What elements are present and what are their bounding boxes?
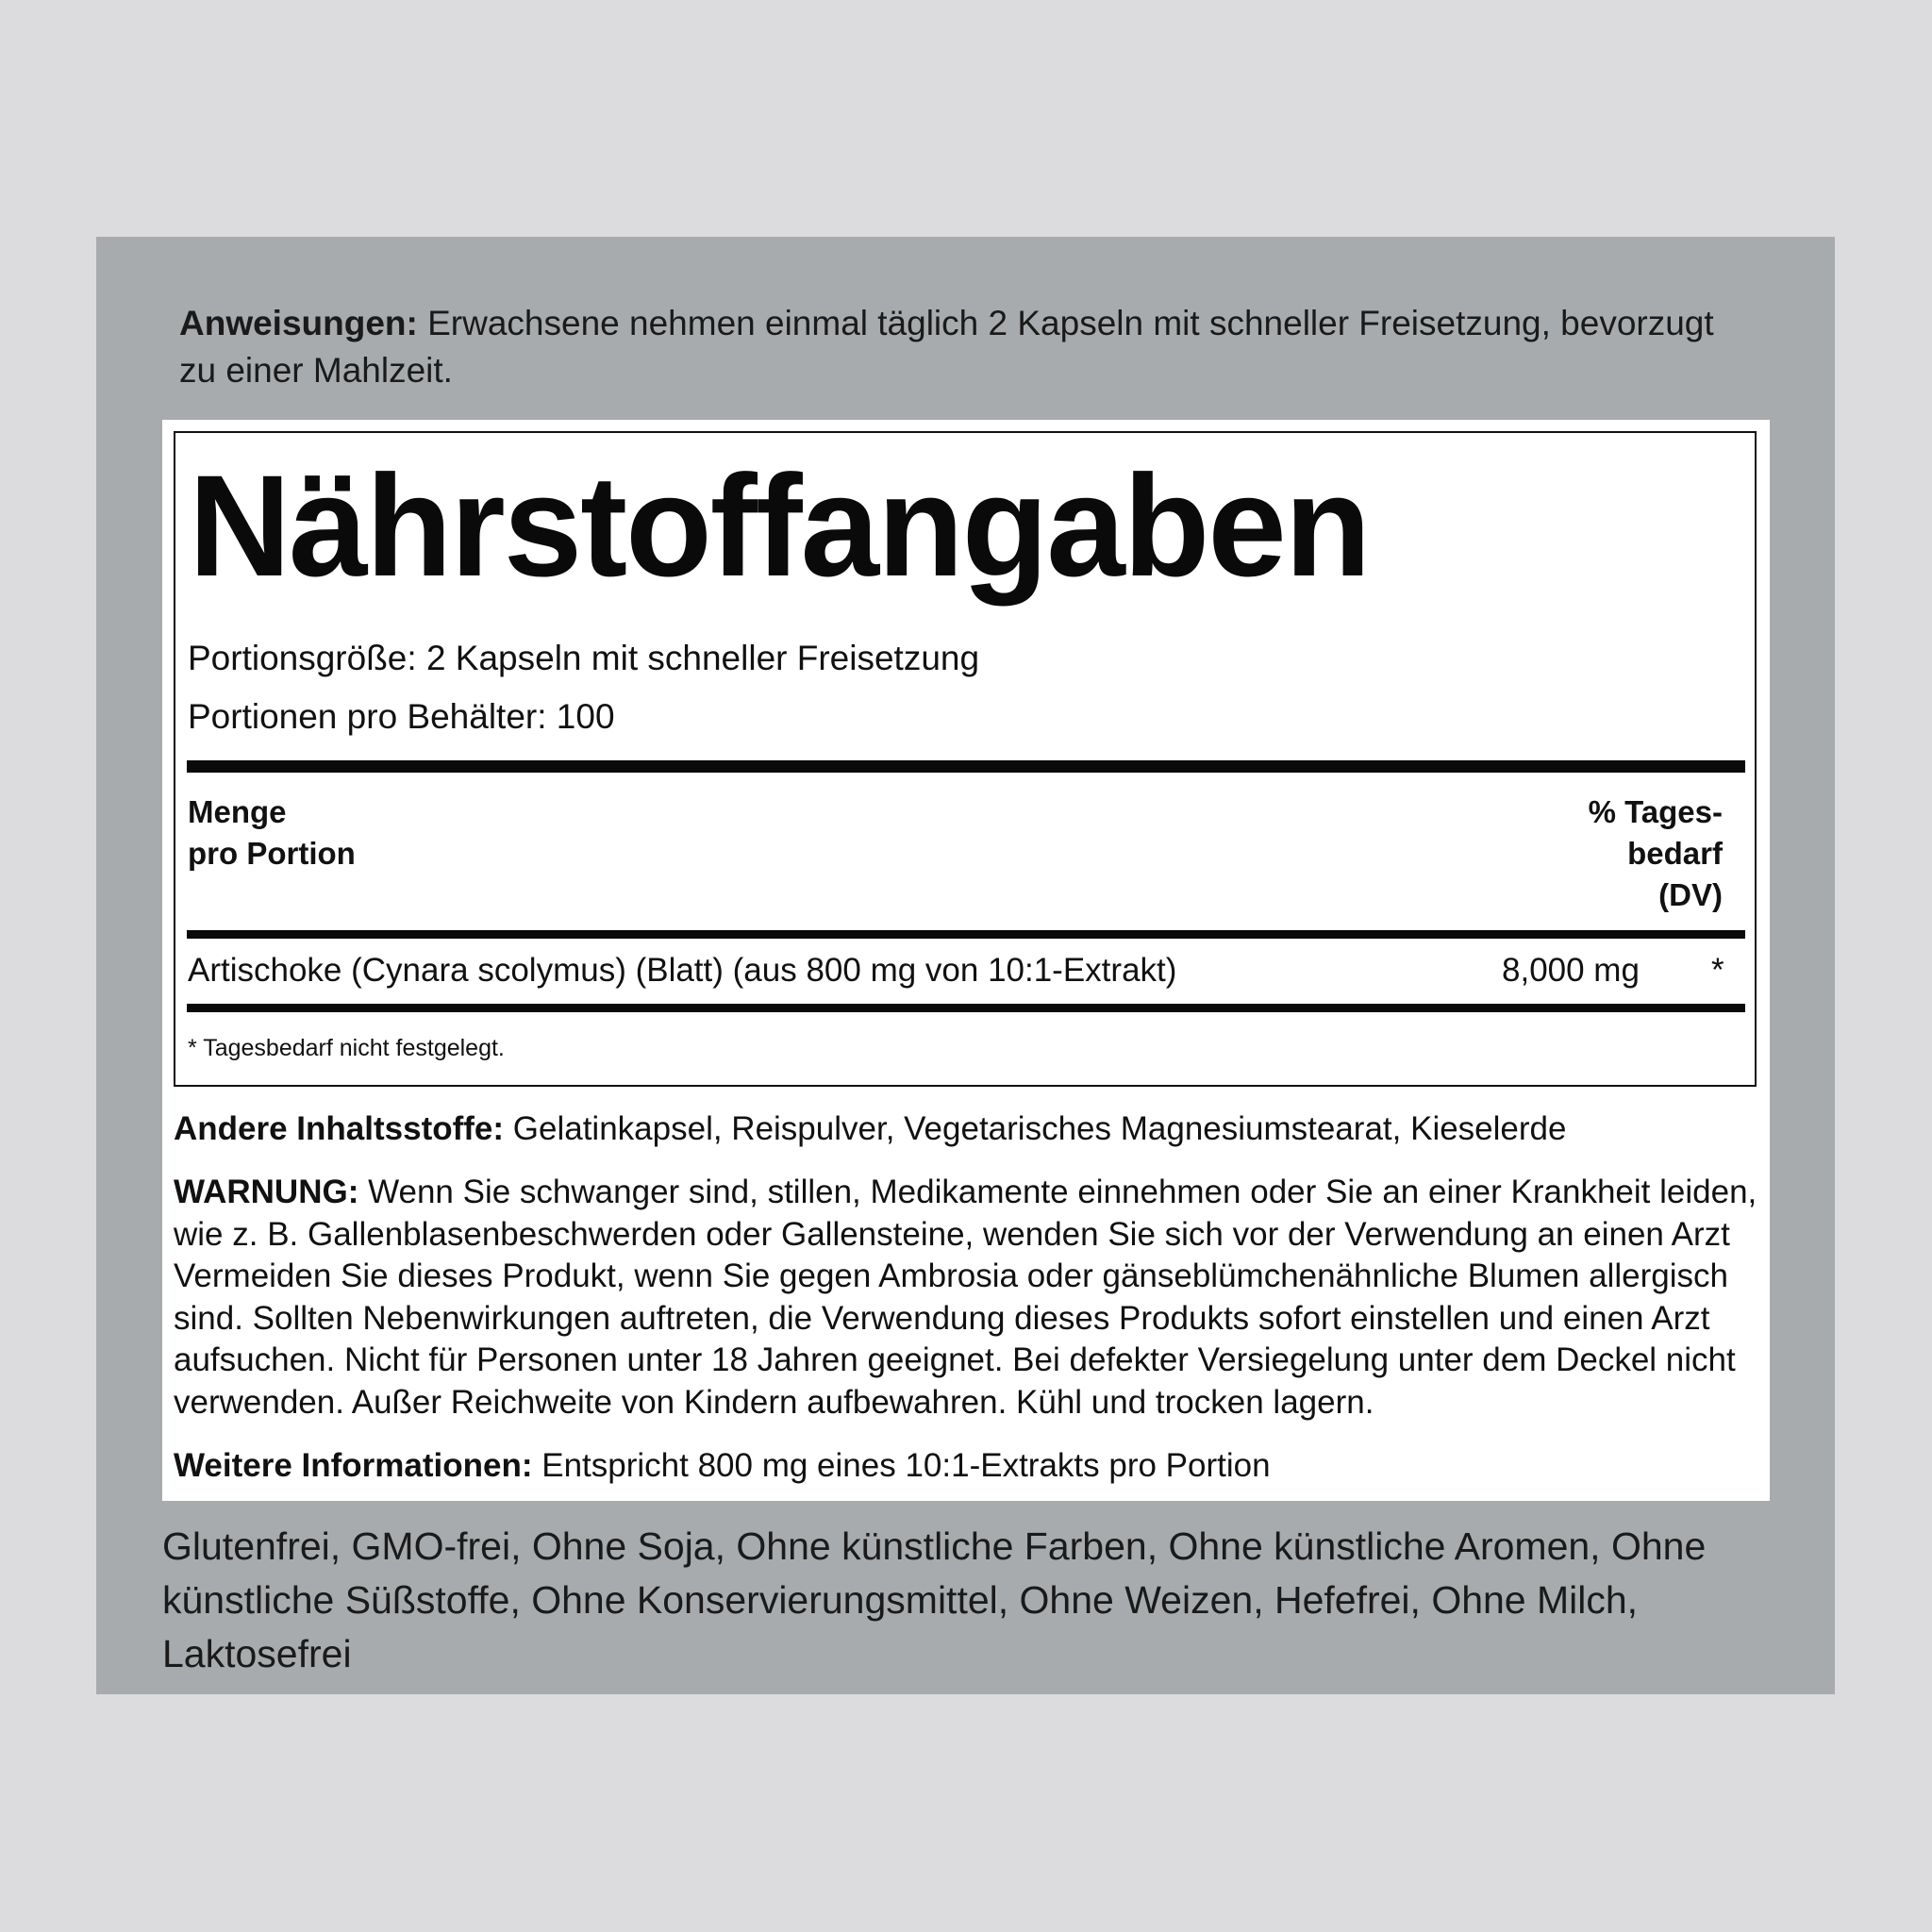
- servings-per-container: Portionen pro Behälter: 100: [188, 697, 615, 736]
- warning-body: Wenn Sie schwanger sind, stillen, Medikamente einnehmen oder Sie an einer Krankheit leiden, wie z. B. Gallenblasenbeschwerden oder Gallensteine, wenden Sie sich vor der Verwendung an einen Arzt Vermeiden Sie dieses Produkt, wenn Sie gegen Ambrosia oder gänseblümchenähnliche Blumen allergisch sind. Sollten Nebenwirkungen auftreten, die Verwendung dieses Produkts sofort einstellen und einen Arzt aufsuchen. Nicht für Personen unter 18 Jahren geeignet. Bei defekter Versiegelung unter dem Deckel nicht verwenden. Außer Reichweite von Kindern aufbewahren. Kühl und trocken lagern.: [174, 1174, 1757, 1421]
- amount-per-serving-header: [188, 791, 356, 874]
- dv-header-line3: (DV): [1658, 877, 1723, 912]
- directions-label: Anweisungen:: [179, 304, 418, 342]
- header-divider: [187, 930, 1745, 939]
- further-information: [174, 1445, 1758, 1487]
- further-info-body: Entspricht 800 mg eines 10:1-Extrakts pro Portion: [532, 1447, 1271, 1484]
- warning-label: WARNUNG:: [174, 1174, 359, 1210]
- other-ingredients-label: Andere Inhaltsstoffe:: [174, 1110, 505, 1147]
- other-ingredients: [174, 1108, 1758, 1150]
- nutrition-facts-box: [174, 431, 1757, 1087]
- daily-value-header: [1589, 791, 1723, 916]
- thick-divider: [187, 760, 1745, 773]
- amount-header-line2: pro Portion: [188, 836, 356, 871]
- further-info-label: Weitere Informationen:: [174, 1447, 533, 1484]
- directions-body: Erwachsene nehmen einmal täglich 2 Kapseln mit schneller Freisetzung, bevorzugt zu einer Mahlzeit.: [179, 304, 1714, 390]
- other-ingredients-body: Gelatinkapsel, Reispulver, Vegetarisches Magnesiumstearat, Kieselerde: [504, 1110, 1567, 1147]
- ingredient-name: Artischoke (Cynara scolymus) (Blatt) (aus 800 mg von 10:1-Extrakt): [188, 952, 1177, 989]
- directions-text: [179, 300, 1726, 394]
- dv-header-line1: % Tages-: [1588, 794, 1723, 829]
- daily-value-footnote: * Tagesbedarf nicht festgelegt.: [188, 1035, 505, 1061]
- ingredient-daily-value: *: [1711, 952, 1724, 989]
- free-from-claims: Glutenfrei, GMO-frei, Ohne Soja, Ohne künstliche Farben, Ohne künstliche Aromen, Ohne künstliche Süßstoffe, Ohne Konservierungsmittel, Ohne Weizen, Hefefrei, Ohne Milch, Laktosefrei: [162, 1524, 1707, 1675]
- warning-text: [174, 1172, 1758, 1424]
- facts-title: Nährstoffangaben: [189, 444, 1370, 607]
- ingredient-amount: 8,000 mg: [1502, 952, 1640, 989]
- serving-size: Portionsgröße: 2 Kapseln mit schneller Freisetzung: [188, 639, 980, 677]
- dv-header-line2: bedarf: [1627, 836, 1723, 871]
- amount-header-line1: Menge: [188, 794, 287, 829]
- row-divider: [187, 1004, 1745, 1012]
